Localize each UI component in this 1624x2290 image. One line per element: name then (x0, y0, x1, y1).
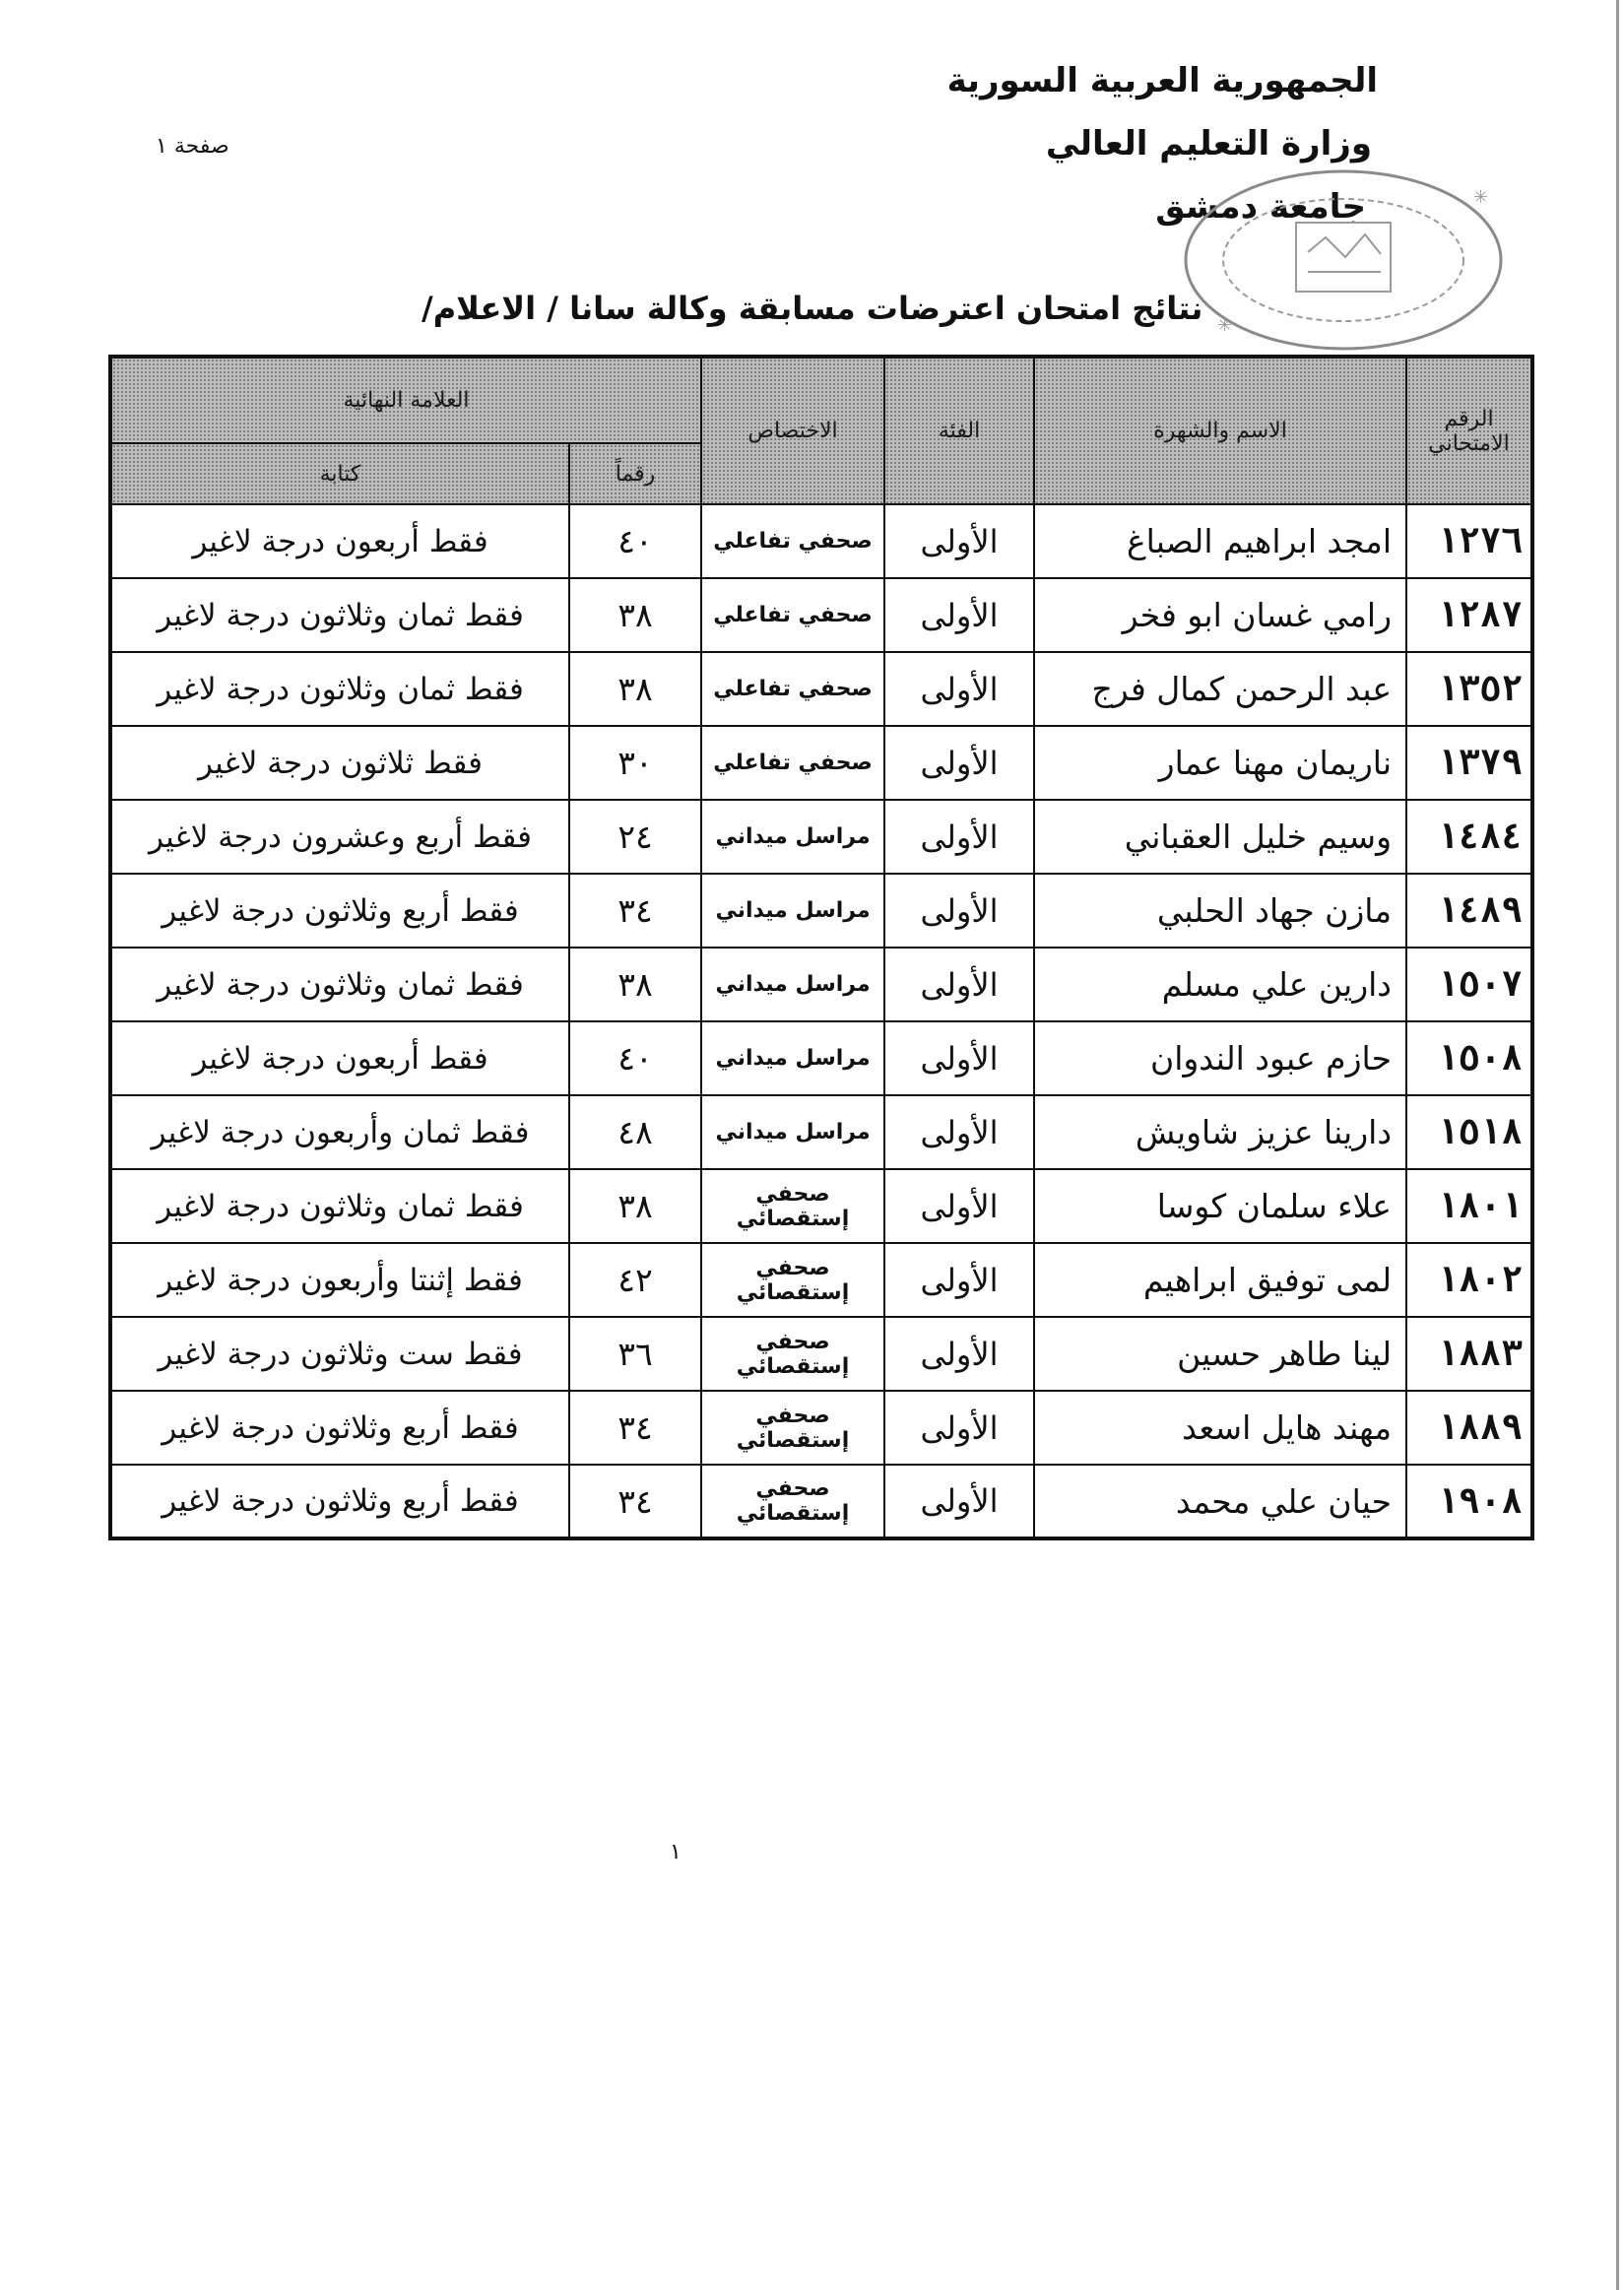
specialty-cell: صحفي تفاعلي (701, 504, 884, 578)
name-cell: رامي غسان ابو فخر (1034, 578, 1406, 652)
specialty-cell: صحفي إستقصائي (701, 1317, 884, 1391)
header-exam-number: الرقم الامتحاني (1406, 357, 1532, 504)
header-specialty: الاختصاص (701, 357, 884, 504)
category-cell: الأولى (884, 726, 1034, 800)
table-row (110, 1465, 1532, 1538)
header-country: الجمهورية العربية السورية (946, 61, 1378, 100)
header-final-mark: العلامة النهائية (110, 357, 701, 443)
specialty-cell: صحفي تفاعلي (701, 578, 884, 652)
mark-digits-cell: ٤٠ (569, 504, 701, 578)
exam-number-cell: ١٩٠٨ (1406, 1465, 1532, 1538)
table-row (110, 948, 1532, 1021)
table-row (110, 1391, 1532, 1465)
header-mark-words: كتابة (110, 443, 569, 504)
mark-digits-cell: ٤٨ (569, 1095, 701, 1169)
specialty-cell: صحفي تفاعلي (701, 652, 884, 726)
scan-edge-line (1616, 0, 1619, 2290)
table-row (110, 1095, 1532, 1169)
results-table (108, 355, 1534, 1540)
name-cell: دارين علي مسلم (1034, 948, 1406, 1021)
exam-number-cell: ١٢٨٧ (1406, 578, 1532, 652)
specialty-cell: صحفي تفاعلي (701, 726, 884, 800)
mark-words-cell: فقط أربع وعشرون درجة لاغير (110, 800, 569, 874)
category-cell: الأولى (884, 800, 1034, 874)
exam-number-cell: ١٤٨٤ (1406, 800, 1532, 874)
mark-words-cell: فقط ثمان وأربعون درجة لاغير (110, 1095, 569, 1169)
name-cell: مازن جهاد الحلبي (1034, 874, 1406, 948)
mark-digits-cell: ٣٨ (569, 1169, 701, 1243)
specialty-cell: مراسل ميداني (701, 948, 884, 1021)
name-cell: علاء سلمان كوسا (1034, 1169, 1406, 1243)
category-cell: الأولى (884, 948, 1034, 1021)
header-name: الاسم والشهرة (1034, 357, 1406, 504)
category-cell: الأولى (884, 652, 1034, 726)
category-cell: الأولى (884, 1095, 1034, 1169)
category-cell: الأولى (884, 1243, 1034, 1317)
mark-digits-cell: ٣٤ (569, 1391, 701, 1465)
mark-words-cell: فقط ثلاثون درجة لاغير (110, 726, 569, 800)
exam-number-cell: ١٨٠١ (1406, 1169, 1532, 1243)
name-cell: حازم عبود الندوان (1034, 1021, 1406, 1095)
mark-words-cell: فقط أربع وثلاثون درجة لاغير (110, 874, 569, 948)
exam-number-cell: ١٤٨٩ (1406, 874, 1532, 948)
results-rows (110, 504, 1532, 1538)
table-row (110, 1169, 1532, 1243)
exam-number-cell: ١٨٨٣ (1406, 1317, 1532, 1391)
exam-number-cell: ١٢٧٦ (1406, 504, 1532, 578)
name-cell: لمى توفيق ابراهيم (1034, 1243, 1406, 1317)
mark-digits-cell: ٣٨ (569, 652, 701, 726)
document-title: نتائج امتحان اعترضات مسابقة وكالة سانا / الاعلام/ (422, 290, 1203, 327)
mark-digits-cell: ٢٤ (569, 800, 701, 874)
name-cell: عبد الرحمن كمال فرج (1034, 652, 1406, 726)
name-cell: وسيم خليل العقباني (1034, 800, 1406, 874)
mark-words-cell: فقط ثمان وثلاثون درجة لاغير (110, 652, 569, 726)
header-category: الفئة (884, 357, 1034, 504)
category-cell: الأولى (884, 874, 1034, 948)
table-row (110, 578, 1532, 652)
mark-words-cell: فقط أربعون درجة لاغير (110, 504, 569, 578)
mark-words-cell: فقط ثمان وثلاثون درجة لاغير (110, 1169, 569, 1243)
specialty-cell: مراسل ميداني (701, 874, 884, 948)
mark-digits-cell: ٤٢ (569, 1243, 701, 1317)
header-ministry: وزارة التعليم العالي (1045, 124, 1372, 164)
exam-number-cell: ١٨٨٩ (1406, 1391, 1532, 1465)
exam-number-cell: ١٥٠٨ (1406, 1021, 1532, 1095)
mark-words-cell: فقط أربع وثلاثون درجة لاغير (110, 1391, 569, 1465)
mark-words-cell: فقط أربع وثلاثون درجة لاغير (110, 1465, 569, 1538)
mark-words-cell: فقط ثمان وثلاثون درجة لاغير (110, 578, 569, 652)
exam-number-cell: ١٨٠٢ (1406, 1243, 1532, 1317)
header-university: جامعة دمشق (1155, 187, 1366, 227)
exam-number-cell: ١٥١٨ (1406, 1095, 1532, 1169)
mark-digits-cell: ٣٨ (569, 578, 701, 652)
table-row (110, 800, 1532, 874)
category-cell: الأولى (884, 1021, 1034, 1095)
table-row (110, 504, 1532, 578)
specialty-cell: صحفي إستقصائي (701, 1465, 884, 1538)
specialty-cell: مراسل ميداني (701, 1021, 884, 1095)
name-cell: ناريمان مهنا عمار (1034, 726, 1406, 800)
mark-words-cell: فقط ثمان وثلاثون درجة لاغير (110, 948, 569, 1021)
table-row (110, 1243, 1532, 1317)
svg-text:✳: ✳ (1473, 187, 1489, 208)
mark-digits-cell: ٣٤ (569, 874, 701, 948)
svg-text:✳: ✳ (1217, 315, 1233, 336)
category-cell: الأولى (884, 1169, 1034, 1243)
specialty-cell: صحفي إستقصائي (701, 1169, 884, 1243)
table-row (110, 652, 1532, 726)
mark-words-cell: فقط ست وثلاثون درجة لاغير (110, 1317, 569, 1391)
name-cell: امجد ابراهيم الصباغ (1034, 504, 1406, 578)
mark-digits-cell: ٣٤ (569, 1465, 701, 1538)
category-cell: الأولى (884, 1391, 1034, 1465)
exam-number-cell: ١٥٠٧ (1406, 948, 1532, 1021)
specialty-cell: صحفي إستقصائي (701, 1391, 884, 1465)
page-number: ١ (670, 1840, 682, 1865)
exam-number-cell: ١٣٧٩ (1406, 726, 1532, 800)
table-row (110, 726, 1532, 800)
specialty-cell: صحفي إستقصائي (701, 1243, 884, 1317)
specialty-cell: مراسل ميداني (701, 800, 884, 874)
category-cell: الأولى (884, 578, 1034, 652)
name-cell: دارينا عزيز شاويش (1034, 1095, 1406, 1169)
page-label: صفحة ١ (156, 134, 229, 159)
header-mark-digits: رقماً (569, 443, 701, 504)
table-row (110, 1317, 1532, 1391)
mark-digits-cell: ٣٦ (569, 1317, 701, 1391)
mark-digits-cell: ٣٠ (569, 726, 701, 800)
mark-words-cell: فقط إثنتا وأربعون درجة لاغير (110, 1243, 569, 1317)
table-row (110, 1021, 1532, 1095)
category-cell: الأولى (884, 1317, 1034, 1391)
table-row (110, 874, 1532, 948)
category-cell: الأولى (884, 1465, 1034, 1538)
mark-digits-cell: ٣٨ (569, 948, 701, 1021)
name-cell: مهند هايل اسعد (1034, 1391, 1406, 1465)
specialty-cell: مراسل ميداني (701, 1095, 884, 1169)
mark-words-cell: فقط أربعون درجة لاغير (110, 1021, 569, 1095)
name-cell: لينا طاهر حسين (1034, 1317, 1406, 1391)
official-stamp (1178, 164, 1509, 357)
mark-digits-cell: ٤٠ (569, 1021, 701, 1095)
exam-number-cell: ١٣٥٢ (1406, 652, 1532, 726)
name-cell: حيان علي محمد (1034, 1465, 1406, 1538)
category-cell: الأولى (884, 504, 1034, 578)
